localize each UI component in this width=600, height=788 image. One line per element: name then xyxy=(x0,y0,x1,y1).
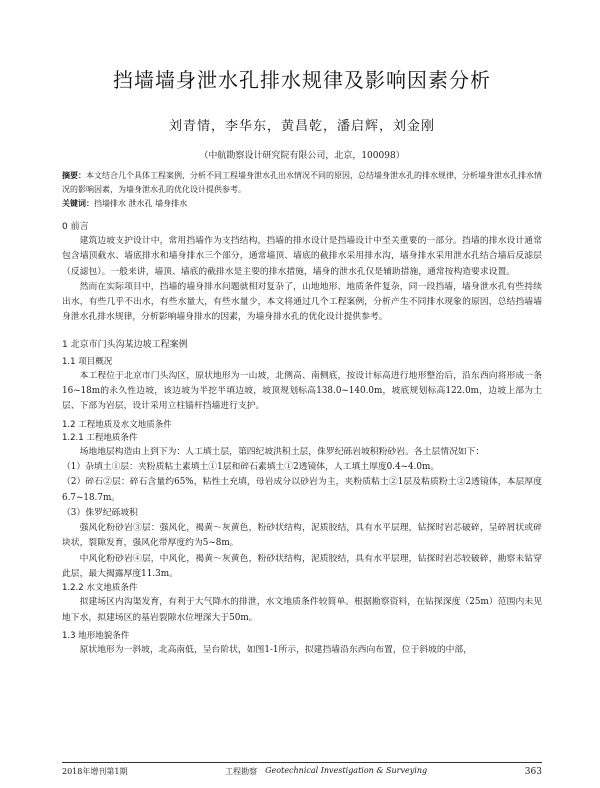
keywords-text: 挡墙排水 泄水孔 墙身排水 xyxy=(94,199,188,208)
journal-name-cn: 工程勘察 xyxy=(225,767,258,776)
list-item: （1）杂填土①层：夹粉质粘土素填土①1层和碎石素填土①2透镜体，人工填土厚度0.4~4.0m。 xyxy=(62,461,440,472)
journal-name xyxy=(225,766,427,777)
author-list: 刘青情，李华东，黄昌乾，潘启辉，刘金刚 xyxy=(168,119,435,134)
abstract-text: 本文结合几个具体工程案例，分析不同工程墙身泄水孔出水情况不同的原因，总结墙身泄水孔的排水规律，分析墙身泄水孔排水情况的影响因素，为墙身泄水孔的优化设计提供参考。 xyxy=(62,171,542,194)
paragraph: 拟建场区内沟渠发育，有利于大气降水的排泄，水文地质条件较简单。根据勘察资料，在钻探深度（25m）范围内未见地下水，拟建场区的基岩裂隙水位埋深大于50m。 xyxy=(62,597,542,623)
section-heading-1: 1 北京市门头沟某边坡工程案例 xyxy=(62,339,188,350)
keywords xyxy=(62,197,542,210)
subsection-heading-1-2-1: 1.2.1 工程地质条件 xyxy=(62,432,138,443)
journal-name-en: Geotechnical Investigation & Surveying xyxy=(265,766,428,775)
affiliation: （中航勘察设计研究院有限公司，北京，100098） xyxy=(199,151,405,161)
paragraph: 建筑边坡支护设计中，常用挡墙作为支挡结构，挡墙的排水设计是挡墙设计中至关重要的一部分。挡墙的排水设计通常包含墙顶截水、墙底排水和墙身排水三个部分，通常墙顶、墙底的截排水采用排水沟，墙身排水采用泄水孔结合墙后反滤层（反滤包）。一般来讲，墙顶、墙底的截排水是主要的排水措施，墙身的泄水孔仅是辅助措施，通常按构造要求设置。 xyxy=(62,236,542,277)
abstract xyxy=(62,169,542,197)
subsection-heading-1-2-2: 1.2.2 水文地质条件 xyxy=(62,583,138,594)
list-item: （2）碎石②层：碎石含量约65%，粘性土充填，母岩成分以砂岩为主，夹粉质粘土②1层及粘质粉土②2透镜体，本层厚度6.7~18.7m。 xyxy=(62,477,542,503)
subsection-heading-1-2: 1.2 工程地质及水文地质条件 xyxy=(62,419,172,430)
page-number: 363 xyxy=(524,766,542,777)
issue-label: 2018年增刊第1期 xyxy=(62,767,128,776)
abstract-label: 摘要： xyxy=(62,171,86,180)
subsection-heading-1-3: 1.3 地形地貌条件 xyxy=(62,630,130,641)
list-item: （3）侏罗纪砾坡积 xyxy=(62,507,138,518)
page-footer xyxy=(62,762,542,777)
paragraph: 强风化粉砂岩③层：强风化，褐黄～灰黄色，粉砂状结构，泥质胶结，具有水平层理，钻探时岩芯破碎，呈碎屑状或碎块状，裂隙发育，强风化带厚度约为5~8m。 xyxy=(62,523,542,549)
subsection-heading-1-1: 1.1 项目概况 xyxy=(62,356,113,367)
paper-page xyxy=(0,64,600,788)
section-heading-0: 0 前言 xyxy=(62,222,89,232)
paragraph: 场地地层构造由上到下为：人工填土层，第四纪坡洪积土层，侏罗纪砾岩坡积粉砂岩。各土层情况如下： xyxy=(79,446,485,457)
paragraph: 然而在实际项目中，挡墙的墙身排水问题就相对复杂了，山地地形、地质条件复杂，同一段挡墙，墙身泄水孔有些持续出水，有些几乎不出水，有些水量大，有些水量少，本文将通过几个工程案例，分析产生不同排水现象的原因，总结挡墙墙身泄水孔排水规律，分析影响墙身排水的因素，为墙身排水孔的优化设计提供参考。 xyxy=(62,281,542,323)
paragraph: 原状地形为一斜坡，北高南低，呈台阶状，如图1-1所示，拟建挡墙沿东西向布置，位于斜坡的中部， xyxy=(79,644,473,655)
paragraph: 本工程位于北京市门头沟区，原状地形为一山坡，北侧高、南侧底，按设计标高进行地形整治后，沿东西向将形成一条16~18m的永久性边坡，该边坡为半挖半填边坡，坡顶规划标高138.0~140.0m，坡底规划标高122.0m，边坡上部为土层、下部为岩层，设计采用立柱锚杆挡墙进行支护。 xyxy=(62,370,542,412)
paragraph: 中风化粉砂岩④层，中风化，褐黄～灰黄色，粉砂状结构，泥质胶结，具有水平层理，钻探时岩芯较破碎，勘察未钻穿此层，最大揭露厚度11.3m。 xyxy=(62,553,542,580)
keywords-label: 关键词： xyxy=(62,199,94,208)
paper-title: 挡墙墙身泄水孔排水规律及影响因素分析 xyxy=(113,68,491,92)
